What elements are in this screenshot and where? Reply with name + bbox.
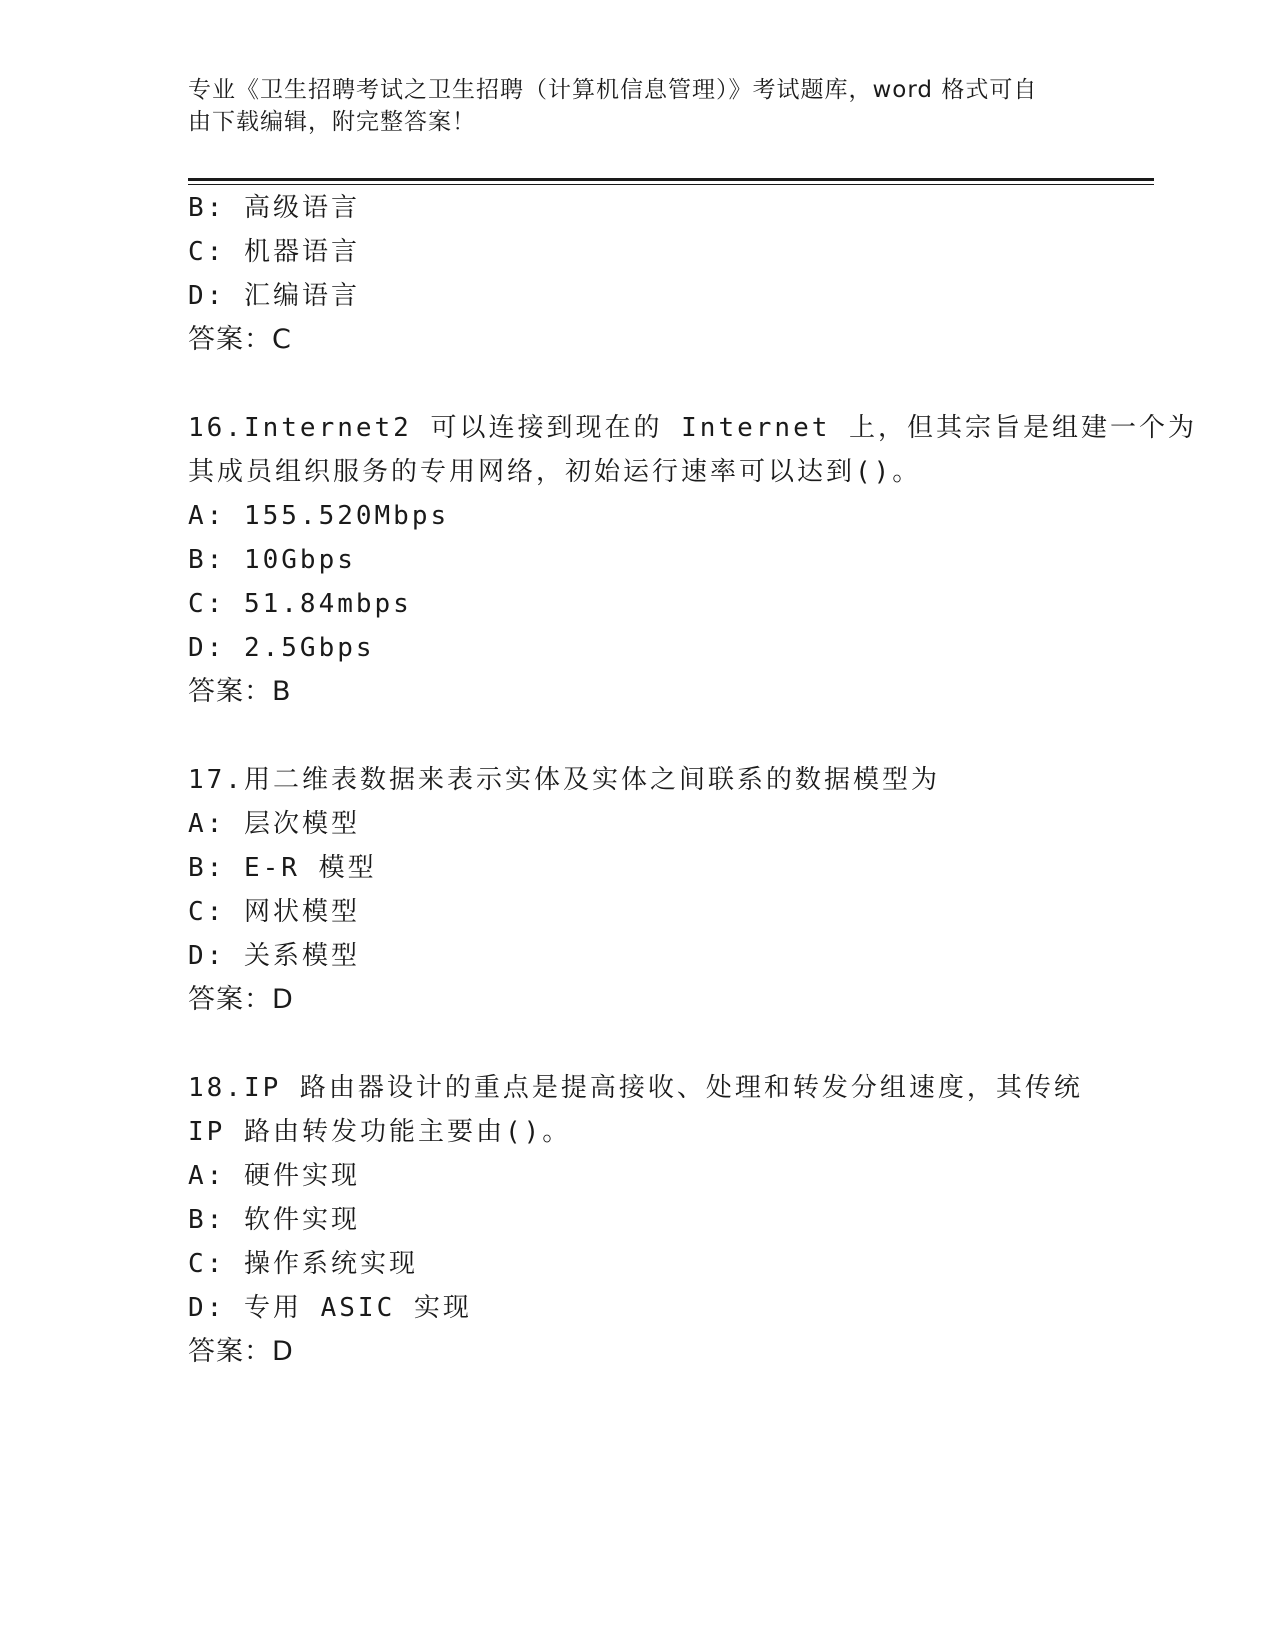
q16-option-a: A: 155.520Mbps	[188, 501, 450, 531]
header-line-2: 由下载编辑，附完整答案！	[188, 109, 476, 135]
header-line-1: 专业《卫生招聘考试之卫生招聘（计算机信息管理）》考试题库，word 格式可自	[188, 77, 1038, 103]
q18-stem-line-2: IP 路由转发功能主要由()。	[188, 1117, 572, 1147]
q16-option-d: D: 2.5Gbps	[188, 633, 375, 663]
q15-option-b: B: 高级语言	[188, 193, 360, 223]
header-divider-thin	[188, 184, 1154, 185]
q18-answer: 答案：D	[188, 1336, 294, 1367]
q17-option-d: D: 关系模型	[188, 941, 360, 971]
q16-stem-line-2: 其成员组织服务的专用网络，初始运行速率可以达到()。	[188, 457, 922, 487]
q16-option-b: B: 10Gbps	[188, 545, 356, 575]
header-divider-thick	[188, 178, 1154, 181]
q17-answer: 答案：D	[188, 984, 294, 1015]
q17-option-b: B: E-R 模型	[188, 853, 377, 883]
q15-option-c: C: 机器语言	[188, 237, 360, 267]
q18-option-d: D: 专用 ASIC 实现	[188, 1293, 472, 1323]
q18-stem-line-1: 18.IP 路由器设计的重点是提高接收、处理和转发分组速度，其传统	[188, 1073, 1083, 1103]
q15-answer: 答案：C	[188, 324, 292, 355]
q17-stem-line-1: 17.用二维表数据来表示实体及实体之间联系的数据模型为	[188, 765, 940, 795]
q15-option-d: D: 汇编语言	[188, 281, 360, 311]
document-header	[188, 74, 1068, 138]
q16-stem-line-1: 16.Internet2 可以连接到现在的 Internet 上，但其宗旨是组建一个为	[188, 413, 1198, 443]
q17-option-c: C: 网状模型	[188, 897, 360, 927]
q17-option-a: A: 层次模型	[188, 809, 360, 839]
q18-option-a: A: 硬件实现	[188, 1161, 360, 1191]
q16-answer: 答案：B	[188, 676, 292, 707]
q18-option-b: B: 软件实现	[188, 1205, 360, 1235]
q16-option-c: C: 51.84mbps	[188, 589, 412, 619]
q18-option-c: C: 操作系统实现	[188, 1249, 418, 1279]
